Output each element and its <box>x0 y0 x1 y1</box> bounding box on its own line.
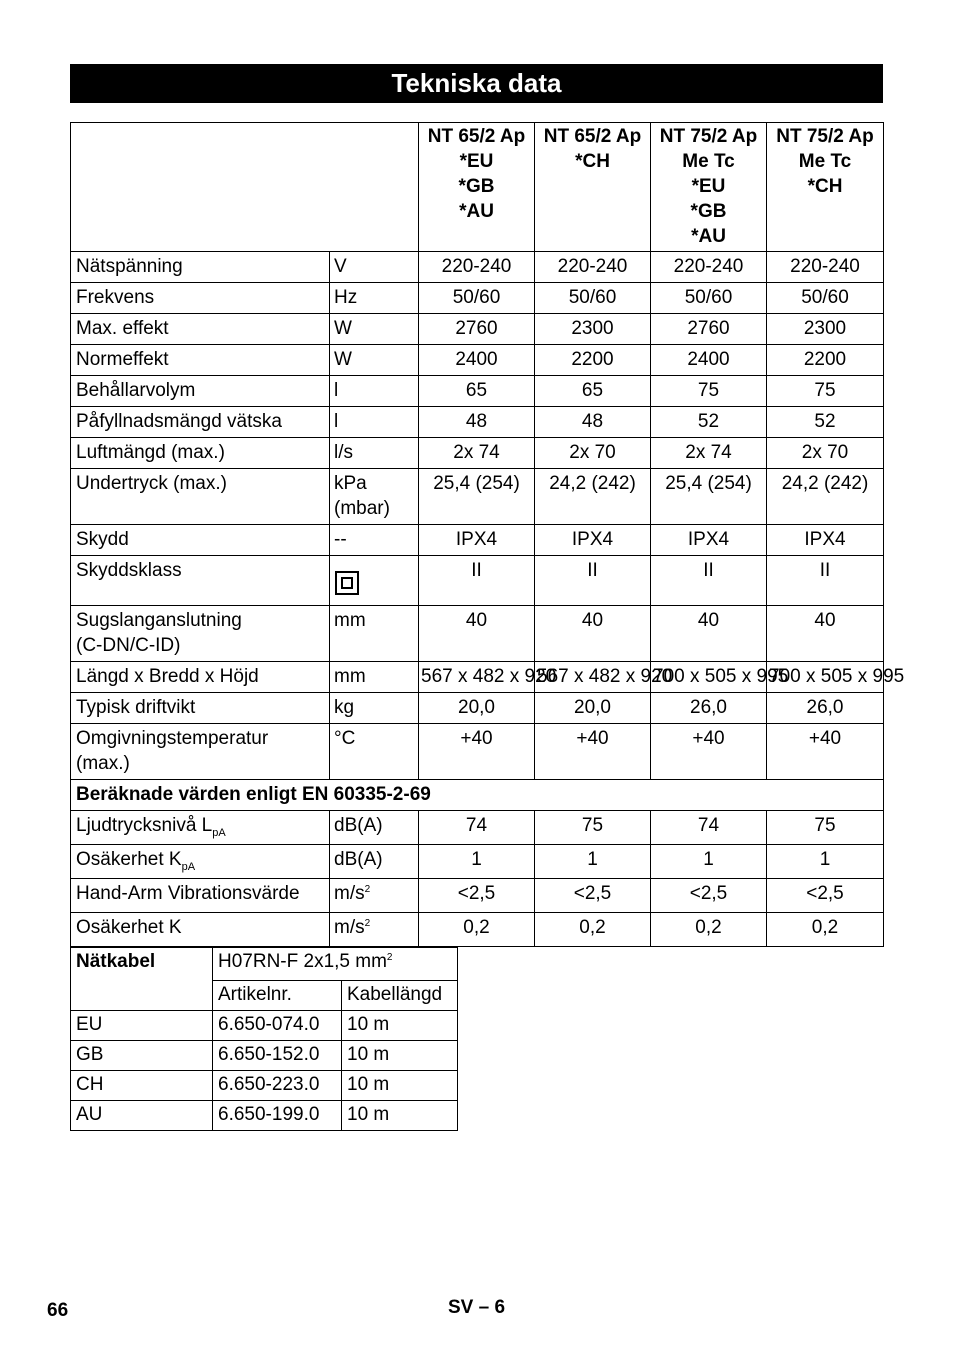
calc-label-subscript: pA <box>212 827 226 839</box>
spec-value: IPX4 <box>535 525 651 556</box>
model-header: NT 65/2 Ap *EU *GB *AU <box>419 123 535 252</box>
spec-label: Typisk driftvikt <box>71 693 330 724</box>
calc-value: 75 <box>535 811 651 845</box>
calc-unit: m/s <box>334 917 365 938</box>
calc-label-cell <box>71 811 330 845</box>
calc-label: Osäkerhet K <box>76 917 182 938</box>
spec-value: +40 <box>767 724 884 780</box>
spec-value: IPX4 <box>651 525 767 556</box>
spec-unit: l/s <box>330 438 419 469</box>
spec-unit: -- <box>330 525 419 556</box>
calc-label-cell <box>71 845 330 879</box>
spec-value: 50/60 <box>419 283 535 314</box>
spec-value: 40 <box>419 606 535 662</box>
calc-value: 0,2 <box>767 913 884 947</box>
spec-label: Luftmängd (max.) <box>71 438 330 469</box>
language-page-label: SV – 6 <box>448 1297 506 1318</box>
spec-value: 2200 <box>767 345 884 376</box>
spec-unit: V <box>330 252 419 283</box>
spec-value: 40 <box>651 606 767 662</box>
spec-label: Längd x Bredd x Höjd <box>71 662 330 693</box>
model-header: NT 65/2 Ap *CH <box>535 123 651 252</box>
spec-label: Normeffekt <box>71 345 330 376</box>
spec-value: 2x 70 <box>535 438 651 469</box>
calc-value: 0,2 <box>419 913 535 947</box>
cable-length: 10 m <box>342 1071 458 1101</box>
calc-label: Osäkerhet K <box>76 849 182 870</box>
model-header: NT 75/2 Ap Me Tc *CH <box>767 123 884 252</box>
spec-label: Nätspänning <box>71 252 330 283</box>
spec-unit: mm <box>330 662 419 693</box>
spec-row <box>71 606 884 662</box>
spec-unit: l <box>330 376 419 407</box>
spec-unit: kg <box>330 693 419 724</box>
spec-row <box>71 724 884 780</box>
cable-length: 10 m <box>342 1041 458 1071</box>
model-header-row <box>71 123 884 252</box>
calc-value: 0,2 <box>535 913 651 947</box>
calc-value: 74 <box>651 811 767 845</box>
spec-value: 52 <box>651 407 767 438</box>
spec-value: 700 x 505 x 995 <box>767 662 884 693</box>
section-row <box>71 780 884 811</box>
spec-label: Frekvens <box>71 283 330 314</box>
spec-value: 2300 <box>767 314 884 345</box>
page-title: Tekniska data <box>70 64 883 103</box>
spec-row <box>71 376 884 407</box>
spec-value: 2400 <box>419 345 535 376</box>
spec-value: 50/60 <box>767 283 884 314</box>
calc-value: <2,5 <box>419 879 535 913</box>
spec-value: 2400 <box>651 345 767 376</box>
spec-value: IPX4 <box>419 525 535 556</box>
spec-value: 24,2 (242) <box>767 469 884 525</box>
spec-row <box>71 556 884 606</box>
calc-label: Hand-Arm Vibrationsvärde <box>76 883 300 904</box>
spec-unit: mm <box>330 606 419 662</box>
calc-value: 1 <box>651 845 767 879</box>
spec-row <box>71 407 884 438</box>
spec-unit: l <box>330 407 419 438</box>
article-column-header: Artikelnr. <box>213 981 342 1011</box>
spec-row <box>71 662 884 693</box>
calc-value: 1 <box>767 845 884 879</box>
spec-value: 220-240 <box>535 252 651 283</box>
calc-value: <2,5 <box>651 879 767 913</box>
spec-row <box>71 283 884 314</box>
calc-unit-superscript: 2 <box>364 918 371 929</box>
spec-value: 65 <box>419 376 535 407</box>
cable-type-row <box>71 948 458 981</box>
calc-label-cell <box>71 913 330 947</box>
spec-row <box>71 438 884 469</box>
spec-row <box>71 525 884 556</box>
spec-value: 25,4 (254) <box>651 469 767 525</box>
spec-value: +40 <box>535 724 651 780</box>
calc-label-subscript: pA <box>181 861 196 873</box>
calc-unit-cell <box>330 811 419 845</box>
spec-unit: W <box>330 314 419 345</box>
spec-value: II <box>419 556 535 606</box>
calc-value: <2,5 <box>767 879 884 913</box>
cable-region: AU <box>71 1101 213 1131</box>
length-column-header: Kabellängd <box>342 981 458 1011</box>
spec-value: 2x 70 <box>767 438 884 469</box>
calc-unit: dB(A) <box>334 849 383 870</box>
spec-value: 40 <box>535 606 651 662</box>
spec-value: 2300 <box>535 314 651 345</box>
power-cable-label: Nätkabel <box>71 948 213 1011</box>
spec-value: 52 <box>767 407 884 438</box>
spec-value: 26,0 <box>767 693 884 724</box>
spec-label: Undertryck (max.) <box>71 469 330 525</box>
spec-unit: W <box>330 345 419 376</box>
spec-value: 2760 <box>651 314 767 345</box>
spec-value: 40 <box>767 606 884 662</box>
cable-row <box>71 1101 458 1131</box>
model-header: NT 75/2 Ap Me Tc *EU *GB *AU <box>651 123 767 252</box>
spec-label: Påfyllnadsmängd vätska <box>71 407 330 438</box>
spec-row <box>71 345 884 376</box>
spec-value: 220-240 <box>419 252 535 283</box>
cable-type-cell <box>213 948 458 981</box>
calc-unit-cell <box>330 879 419 913</box>
cable-length: 10 m <box>342 1101 458 1131</box>
calc-label: Ljudtrycksnivå L <box>76 815 213 836</box>
cable-length: 10 m <box>342 1011 458 1041</box>
spec-value: 26,0 <box>651 693 767 724</box>
spec-value: 20,0 <box>419 693 535 724</box>
cable-article-number: 6.650-152.0 <box>213 1041 342 1071</box>
spec-value: 75 <box>767 376 884 407</box>
calc-value: 1 <box>535 845 651 879</box>
cable-type: H07RN-F 2x1,5 mm <box>218 951 387 972</box>
spec-value: 50/60 <box>535 283 651 314</box>
spec-value: 220-240 <box>651 252 767 283</box>
spec-label: Skyddsklass <box>71 556 330 606</box>
spec-value: 2200 <box>535 345 651 376</box>
spec-value: 20,0 <box>535 693 651 724</box>
cable-type-superscript: 2 <box>386 952 393 963</box>
spec-label: Max. effekt <box>71 314 330 345</box>
spec-unit: Hz <box>330 283 419 314</box>
spec-value: 567 x 482 x 920 <box>535 662 651 693</box>
spec-value: IPX4 <box>767 525 884 556</box>
calc-unit-cell <box>330 845 419 879</box>
calc-label-cell <box>71 879 330 913</box>
spec-unit: kPa (mbar) <box>330 469 419 525</box>
spec-value: II <box>535 556 651 606</box>
header-blank-cell <box>71 123 419 252</box>
spec-value: II <box>767 556 884 606</box>
spec-value: 2760 <box>419 314 535 345</box>
spec-value: 65 <box>535 376 651 407</box>
cable-article-number: 6.650-199.0 <box>213 1101 342 1131</box>
spec-value: II <box>651 556 767 606</box>
page-number: 66 <box>47 1300 69 1321</box>
cable-row <box>71 1071 458 1101</box>
spec-value: +40 <box>651 724 767 780</box>
cable-article-number: 6.650-074.0 <box>213 1011 342 1041</box>
spec-value: 48 <box>535 407 651 438</box>
calc-unit-cell <box>330 913 419 947</box>
spec-value: 25,4 (254) <box>419 469 535 525</box>
spec-value: 48 <box>419 407 535 438</box>
spec-value: 24,2 (242) <box>535 469 651 525</box>
protection-class-ii-icon <box>335 571 359 595</box>
spec-label: Behållarvolym <box>71 376 330 407</box>
spec-value: 50/60 <box>651 283 767 314</box>
calc-value: 75 <box>767 811 884 845</box>
spec-label: Skydd <box>71 525 330 556</box>
calc-row <box>71 845 884 879</box>
spec-value: 700 x 505 x 995 <box>651 662 767 693</box>
section-title: Beräknade värden enligt EN 60335-2-69 <box>71 780 884 811</box>
power-cable-table <box>70 947 458 1131</box>
calc-value: 1 <box>419 845 535 879</box>
spec-row <box>71 314 884 345</box>
spec-row <box>71 469 884 525</box>
cable-region: GB <box>71 1041 213 1071</box>
calc-unit: m/s <box>334 883 365 904</box>
spec-unit: °C <box>330 724 419 780</box>
spec-unit-cell <box>330 556 419 606</box>
cable-row <box>71 1041 458 1071</box>
spec-row <box>71 252 884 283</box>
calc-row <box>71 811 884 845</box>
calc-row <box>71 913 884 947</box>
spec-value: +40 <box>419 724 535 780</box>
spec-value: 75 <box>651 376 767 407</box>
cable-row <box>71 1011 458 1041</box>
cable-region: EU <box>71 1011 213 1041</box>
spec-value: 567 x 482 x 920 <box>419 662 535 693</box>
spec-value: 2x 74 <box>419 438 535 469</box>
spec-label: Omgivningstemperatur (max.) <box>71 724 330 780</box>
spec-value: 2x 74 <box>651 438 767 469</box>
cable-region: CH <box>71 1071 213 1101</box>
technical-data-table <box>70 122 905 947</box>
cable-article-number: 6.650-223.0 <box>213 1071 342 1101</box>
calc-value: <2,5 <box>535 879 651 913</box>
calc-value: 74 <box>419 811 535 845</box>
calc-unit: dB(A) <box>334 815 383 836</box>
calc-value: 0,2 <box>651 913 767 947</box>
calc-unit-superscript: 2 <box>364 884 371 895</box>
spec-row <box>71 693 884 724</box>
calc-row <box>71 879 884 913</box>
spec-label: Sugslanganslutning (C-DN/C-ID) <box>71 606 330 662</box>
spec-value: 220-240 <box>767 252 884 283</box>
